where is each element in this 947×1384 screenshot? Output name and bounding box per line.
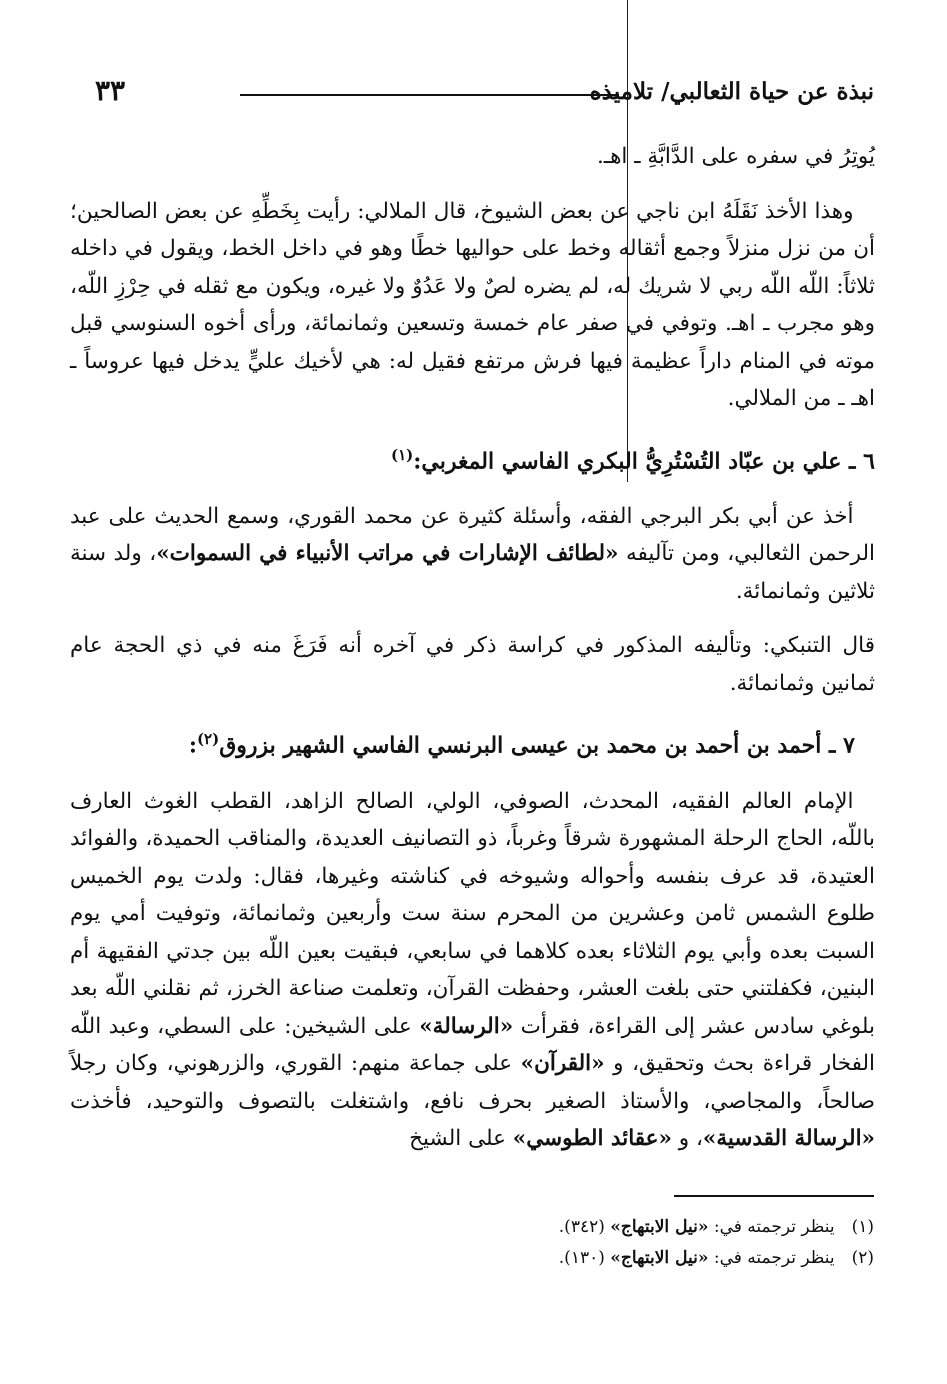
paragraph-1: يُوتِرُ في سفره على الدَّابَّةِ ـ اهـ.	[596, 144, 875, 169]
footnote-1-number: (١)	[851, 1217, 874, 1237]
paragraph-3-text-a: أخذ عن أبي بكر البرجي الفقه، وأسئلة كثيرة عن محمد القوري، وسمع الحديث على عبد الرحمن الثعالبي، ومن تآليفه	[70, 503, 875, 567]
heading-entry-7	[70, 719, 875, 765]
book-title-quran: «القرآن»	[520, 1051, 605, 1077]
book-title-risala: «الرسالة»	[419, 1013, 514, 1039]
page-header	[95, 74, 874, 114]
footnote-ref-1: (١)	[390, 445, 414, 464]
header-rule	[240, 94, 619, 96]
paragraph-2-text: وهذا الأخذ نَقَلَهُ ابن ناجي عن بعض الشيوخ، قال الملالي: رأيت بِخَطِّهِ عن بعض الصالحين؛ أن من نزل منزلاً وجمع أثقاله وخط على حواليها خطًا وهو في داخل الخط، ويقول في داخله ثلاثاً: اللّه اللّه ربي لا شريك له، لم يضره لصٌ ولا عَدُوٌ ولا غيره، ويكون مع ثقله في حِرْزِ اللّه، وهو مجرب ـ اهـ. وتوفي في صفر عام خمسة وتسعين وثمانمائة، ورأى أخوه السنوسي قبل موته في المنام داراً عظيمة فيها فرش مرتفع فقيل له: هي لأخيك عليٍّ يدخل فيها عروساً ـ اهـ ـ من الملالي.	[70, 198, 875, 411]
footnote-1-post: (٣٤٢).	[558, 1217, 605, 1237]
footnote-2-post: (١٣٠).	[558, 1248, 605, 1268]
paragraph-5-text-b: على الشيخين: على السطي، وعبد اللّه الفخار قراءة بحث وتحقيق، و	[70, 1013, 875, 1077]
footnote-ref-2: (٢)	[196, 730, 220, 749]
page-number: ٣٣	[95, 74, 126, 107]
footnote-1-pre: ينظر ترجمته في:	[713, 1217, 835, 1237]
paragraph-5-text-d: ، و	[678, 1126, 703, 1152]
book-title-aqaid-tusi: «عقائد الطوسي»	[512, 1126, 672, 1152]
footnote-2	[274, 1243, 874, 1274]
footnote-1-book: «نيل الابتهاج»	[610, 1217, 709, 1237]
paragraph-5	[70, 783, 875, 1158]
footnote-2-pre: ينظر ترجمته في:	[713, 1248, 835, 1268]
heading-entry-6	[70, 435, 875, 481]
book-title-lataif: «لطائف الإشارات في مراتب الأنبياء في السموات»	[156, 541, 619, 567]
footnote-1	[274, 1212, 874, 1243]
paragraph-2	[70, 193, 875, 418]
paragraph-5-text-a: الإمام العالم الفقيه، المحدث، الصوفي، الولي، الصالح الزاهد، القطب الغوث العارف باللّه، الحاج الرحلة المشهورة شرقاً وغرباً، ذو التصانيف العديدة، والمناقب الحميدة، والفوائد العتيدة، قد عرف بنفسه وأحواله وشيوخه في كناشته وغيرها، فقال: ولدت يوم الخميس طلوع الشمس ثامن وعشرين من المحرم سنة ست وأربعين وثمانمائة، وتوفيت أمي يوم السبت بعده وأبي يوم الثلاثاء بعده كلاهما في سابعي، فبقيت بعين اللّه بين جدتي الفقيهة أم البنين، فكفلتني حتى بلغت العشر، وحفظت القرآن، وتعلمت صناعة الخرز، ثم نقلني اللّه بعد بلوغي سادس عشر إلى القراءة، فقرأت	[70, 788, 875, 1039]
heading-6-text: ٦ ـ علي بن عبّاد التُسْتُرِيُّ البكري الفاسي المغربي:	[413, 447, 875, 474]
footnotes	[274, 1212, 874, 1274]
paragraph-5-text-e: على الشيخ	[409, 1126, 506, 1152]
running-title: نبذة عن حياة الثعالبي/ تلاميذه	[589, 78, 874, 105]
footnote-2-book: «نيل الابتهاج»	[610, 1248, 709, 1268]
footnote-separator	[674, 1195, 874, 1197]
paragraph-3	[70, 498, 875, 611]
book-title-risala-qudsiya: «الرسالة القدسية»	[702, 1126, 875, 1152]
heading-7-text: ٧ ـ أحمد بن أحمد بن محمد بن عيسى البرنسي الفاسي الشهير بزروق	[219, 732, 855, 759]
paragraph-3-text-b: ، ولد سنة ثلاثين وثمانمائة.	[70, 541, 875, 604]
paragraph-4: قال التنبكي: وتأليفه المذكور في كراسة ذكر في آخره أنه فَرَغَ منه في ذي الحجة عام ثمانين وثمانمائة.	[70, 633, 875, 696]
paragraph-5-text-c: على جماعة منهم: القوري، والزرهوني، وكان رجلاً صالحاً، والمجاصي، والأستاذ الصغير بحرف نافع، واشتغلت بالتصوف والتوحيد، فأخذت	[70, 1051, 875, 1114]
footnote-2-number: (٢)	[851, 1248, 874, 1268]
main-text	[70, 138, 875, 1158]
heading-7-colon: :	[188, 732, 197, 759]
